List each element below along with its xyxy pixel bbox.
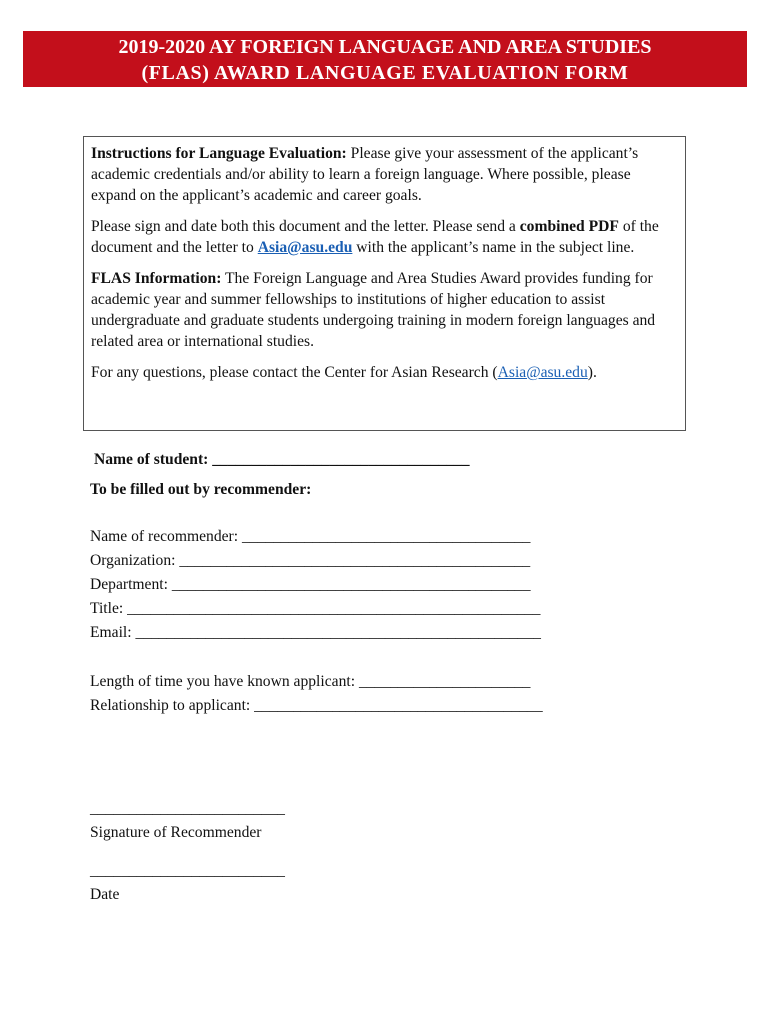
submission-text-pre: Please sign and date both this document and the letter. Please send a xyxy=(91,218,520,235)
instructions-box xyxy=(83,136,686,431)
title-blank[interactable]: _____________________________________________________ xyxy=(127,600,541,617)
instructions-text: Please give your assessment of the applicant’s academic credentials and/or ability to learn a foreign language. Where possible, please expand on the applicant’s academic and career goals. xyxy=(91,145,639,204)
recommender-name-blank[interactable]: _____________________________________ xyxy=(241,528,531,545)
relationship-label: Relationship to applicant: xyxy=(90,697,255,714)
recommender-heading: To be filled out by recommender: xyxy=(90,481,312,498)
department-row xyxy=(90,573,531,597)
email-row xyxy=(90,621,541,645)
organization-row xyxy=(90,549,530,573)
form-title-banner xyxy=(23,31,747,87)
email-link[interactable]: Asia@asu.edu xyxy=(257,239,353,256)
organization-blank[interactable]: _____________________________________________ xyxy=(179,552,531,569)
organization-label: Organization: xyxy=(90,552,180,569)
flas-info-text: The Foreign Language and Area Studies Award provides funding for academic year and summer fellowships to institutions of higher education to assist undergraduate and graduate students undergoing training in modern foreign languages and related area or international studies. xyxy=(91,270,656,350)
department-label: Department: xyxy=(90,576,172,593)
contact-paragraph xyxy=(91,362,677,383)
title-row xyxy=(90,597,540,621)
date-label: Date xyxy=(90,886,120,903)
contact-text-post: ). xyxy=(587,364,597,381)
contact-text-pre: For any questions, please contact the Center for Asian Research ( xyxy=(91,364,498,381)
known-duration-blank[interactable]: ______________________ xyxy=(358,673,531,690)
submission-text-post: with the applicant’s name in the subject line. xyxy=(352,239,635,256)
date-line[interactable]: _________________________ xyxy=(90,862,285,879)
known-duration-row xyxy=(90,670,530,694)
relationship-blank[interactable]: _____________________________________ xyxy=(254,697,543,714)
form-title-line-2: (FLAS) AWARD LANGUAGE EVALUATION FORM xyxy=(141,62,629,84)
signature-label: Signature of Recommender xyxy=(90,824,262,841)
email-blank[interactable]: ____________________________________________________ xyxy=(135,624,541,641)
form-title-line-1: 2019-2020 AY FOREIGN LANGUAGE AND AREA STUDIES xyxy=(118,36,652,58)
known-duration-label: Length of time you have known applicant: xyxy=(90,673,359,690)
relationship-row xyxy=(90,694,543,718)
student-name-blank[interactable]: _________________________________ xyxy=(212,451,470,468)
contact-email-link[interactable]: Asia@asu.edu xyxy=(497,364,588,381)
combined-pdf-text: combined PDF xyxy=(519,218,619,235)
instructions-paragraph xyxy=(91,143,677,206)
email-label: Email: xyxy=(90,624,136,641)
recommender-name-label: Name of recommender: xyxy=(90,528,242,545)
student-name-label: Name of student: xyxy=(94,451,213,468)
recommender-name-row xyxy=(90,525,530,549)
instructions-label: Instructions for Language Evaluation: xyxy=(91,145,347,162)
title-label: Title: xyxy=(90,600,128,617)
department-blank[interactable]: ______________________________________________ xyxy=(171,576,531,593)
submission-paragraph xyxy=(91,216,677,258)
flas-info-label: FLAS Information: xyxy=(91,270,222,287)
signature-line[interactable]: _________________________ xyxy=(90,800,285,817)
submission-text-mid: of the document and the letter to xyxy=(91,218,659,256)
flas-info-paragraph xyxy=(91,268,677,352)
student-name-row xyxy=(94,448,470,472)
